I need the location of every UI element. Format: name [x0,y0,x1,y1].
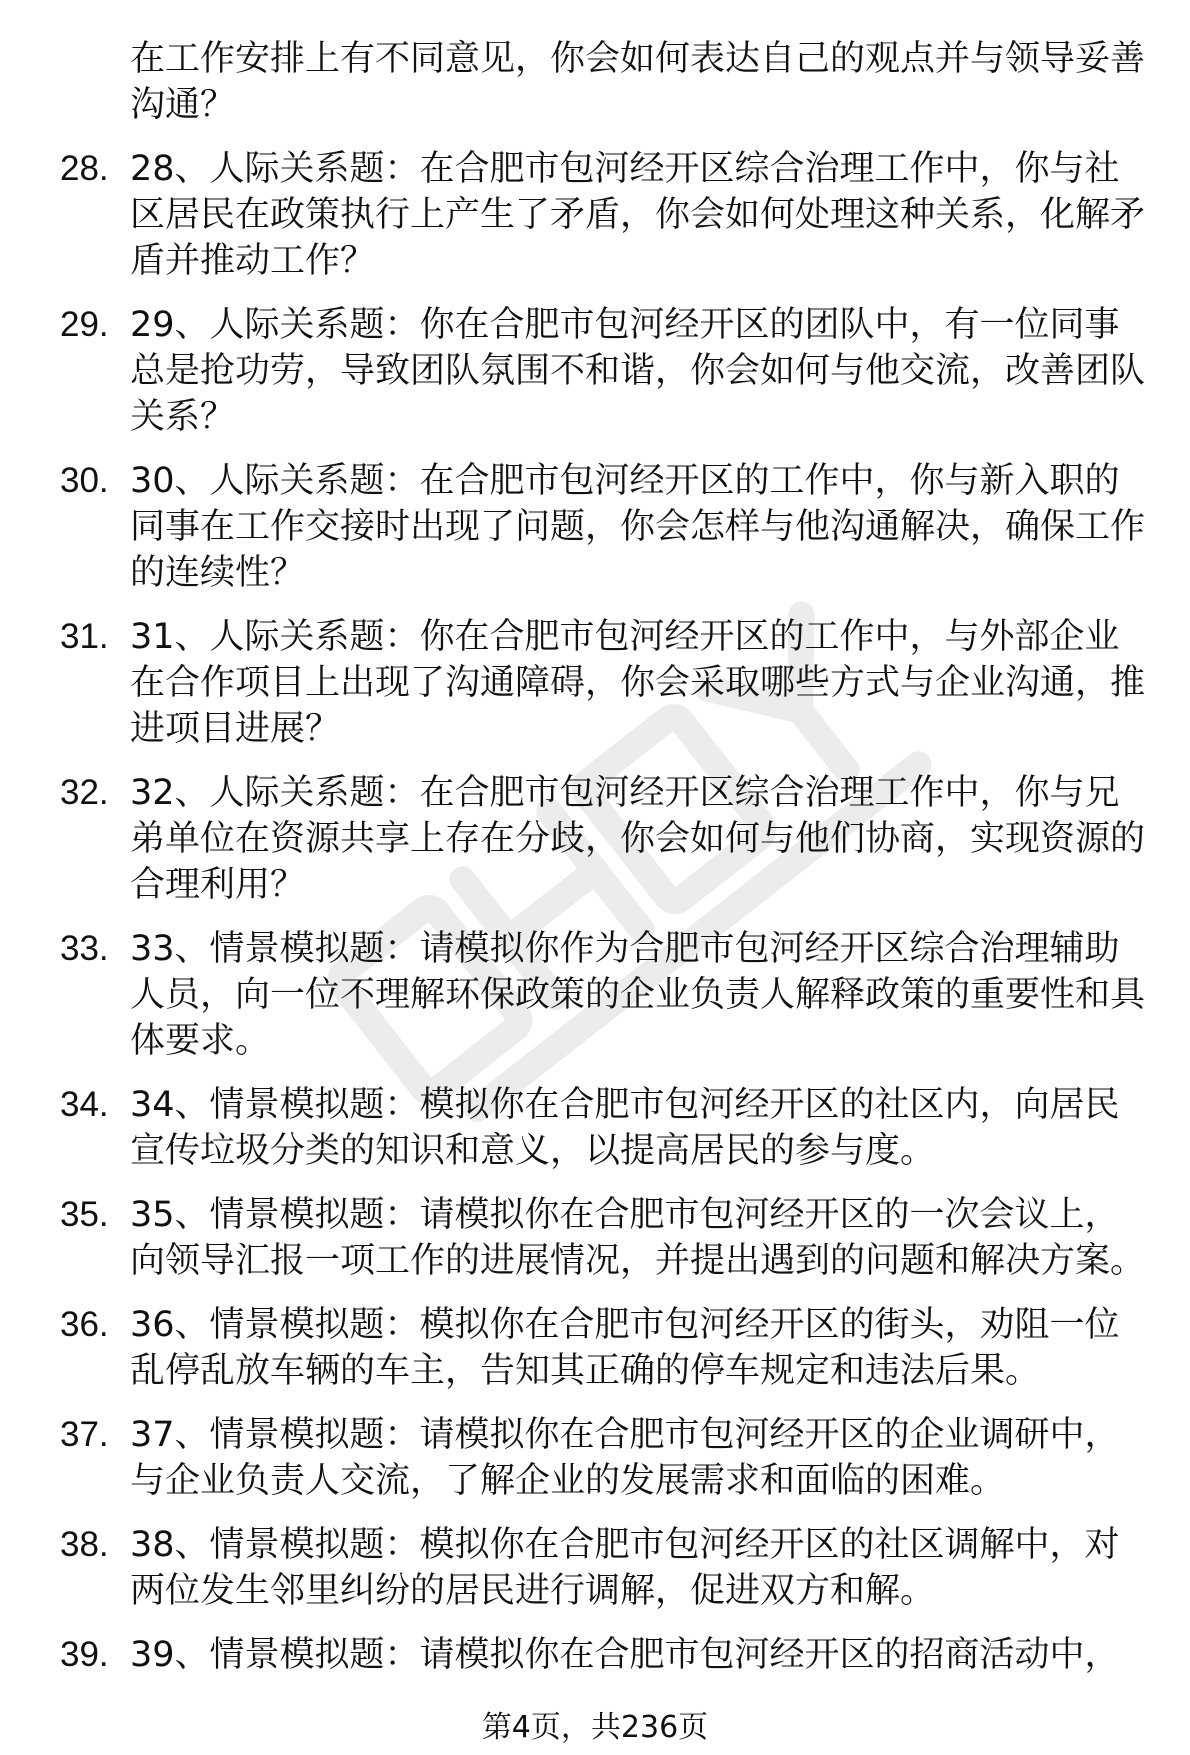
item-text: 36、情景模拟题：模拟你在合肥市包河经开区的街头，劝阻一位乱停乱放车辆的车主，告知其正确的停车规定和违法后果。 [130,1305,1120,1391]
item-text: 28、人际关系题：在合肥市包河经开区综合治理工作中，你与社区居民在政策执行上产生了矛盾，你会如何处理这种关系，化解矛盾并推动工作？ [130,149,1146,281]
item-number: 34. [60,1085,109,1124]
question-list [0,36,1190,1696]
list-item [0,614,1150,752]
item-text: 33、情景模拟题：请模拟你作为合肥市包河经开区综合治理辅助人员，向一位不理解环保政策的企业负责人解释政策的重要性和具体要求。 [130,929,1146,1061]
continuation-text: 在工作安排上有不同意见，你会如何表达自己的观点并与领导妥善沟通？ [130,39,1146,125]
list-item [0,1632,1150,1678]
item-text: 35、情景模拟题：请模拟你在合肥市包河经开区的一次会议上，向领导汇报一项工作的进展情况，并提出遇到的问题和解决方案。 [130,1195,1146,1281]
item-number: 29. [60,305,109,344]
list-item-continuation [0,36,1150,128]
item-number: 35. [60,1195,109,1234]
list-item [0,926,1150,1064]
list-item [0,1412,1150,1504]
item-number: 30. [60,461,109,500]
list-item [0,302,1150,440]
list-item [0,458,1150,596]
item-text: 30、人际关系题：在合肥市包河经开区的工作中，你与新入职的同事在工作交接时出现了问题，你会怎样与他沟通解决，确保工作的连续性？ [130,461,1146,593]
item-text: 39、情景模拟题：请模拟你在合肥市包河经开区的招商活动中， [130,1635,1120,1675]
item-number: 28. [60,149,109,188]
page-footer: 第4页，共236页 [481,1710,709,1745]
list-item [0,1302,1150,1394]
item-number: 36. [60,1305,109,1344]
item-text: 31、人际关系题：你在合肥市包河经开区的工作中，与外部企业在合作项目上出现了沟通障碍，你会采取哪些方式与企业沟通，推进项目进展？ [130,617,1146,749]
list-item [0,146,1150,284]
list-item [0,1082,1150,1174]
list-item [0,1522,1150,1614]
item-number: 38. [60,1525,109,1564]
item-number: 37. [60,1415,109,1454]
item-text: 29、人际关系题：你在合肥市包河经开区的团队中，有一位同事总是抢功劳，导致团队氛围不和谐，你会如何与他交流，改善团队关系？ [130,305,1146,437]
list-item [0,1192,1150,1284]
item-number: 32. [60,773,109,812]
item-text: 34、情景模拟题：模拟你在合肥市包河经开区的社区内，向居民宣传垃圾分类的知识和意义，以提高居民的参与度。 [130,1085,1120,1171]
item-number: 39. [60,1635,109,1674]
item-text: 32、人际关系题：在合肥市包河经开区综合治理工作中，你与兄弟单位在资源共享上存在分歧，你会如何与他们协商，实现资源的合理利用？ [130,773,1146,905]
item-text: 37、情景模拟题：请模拟你在合肥市包河经开区的企业调研中，与企业负责人交流，了解企业的发展需求和面临的困难。 [130,1415,1120,1501]
item-number: 33. [60,929,109,968]
list-item [0,770,1150,908]
item-number: 31. [60,617,109,656]
item-text: 38、情景模拟题：模拟你在合肥市包河经开区的社区调解中，对两位发生邻里纠纷的居民进行调解，促进双方和解。 [130,1525,1120,1611]
